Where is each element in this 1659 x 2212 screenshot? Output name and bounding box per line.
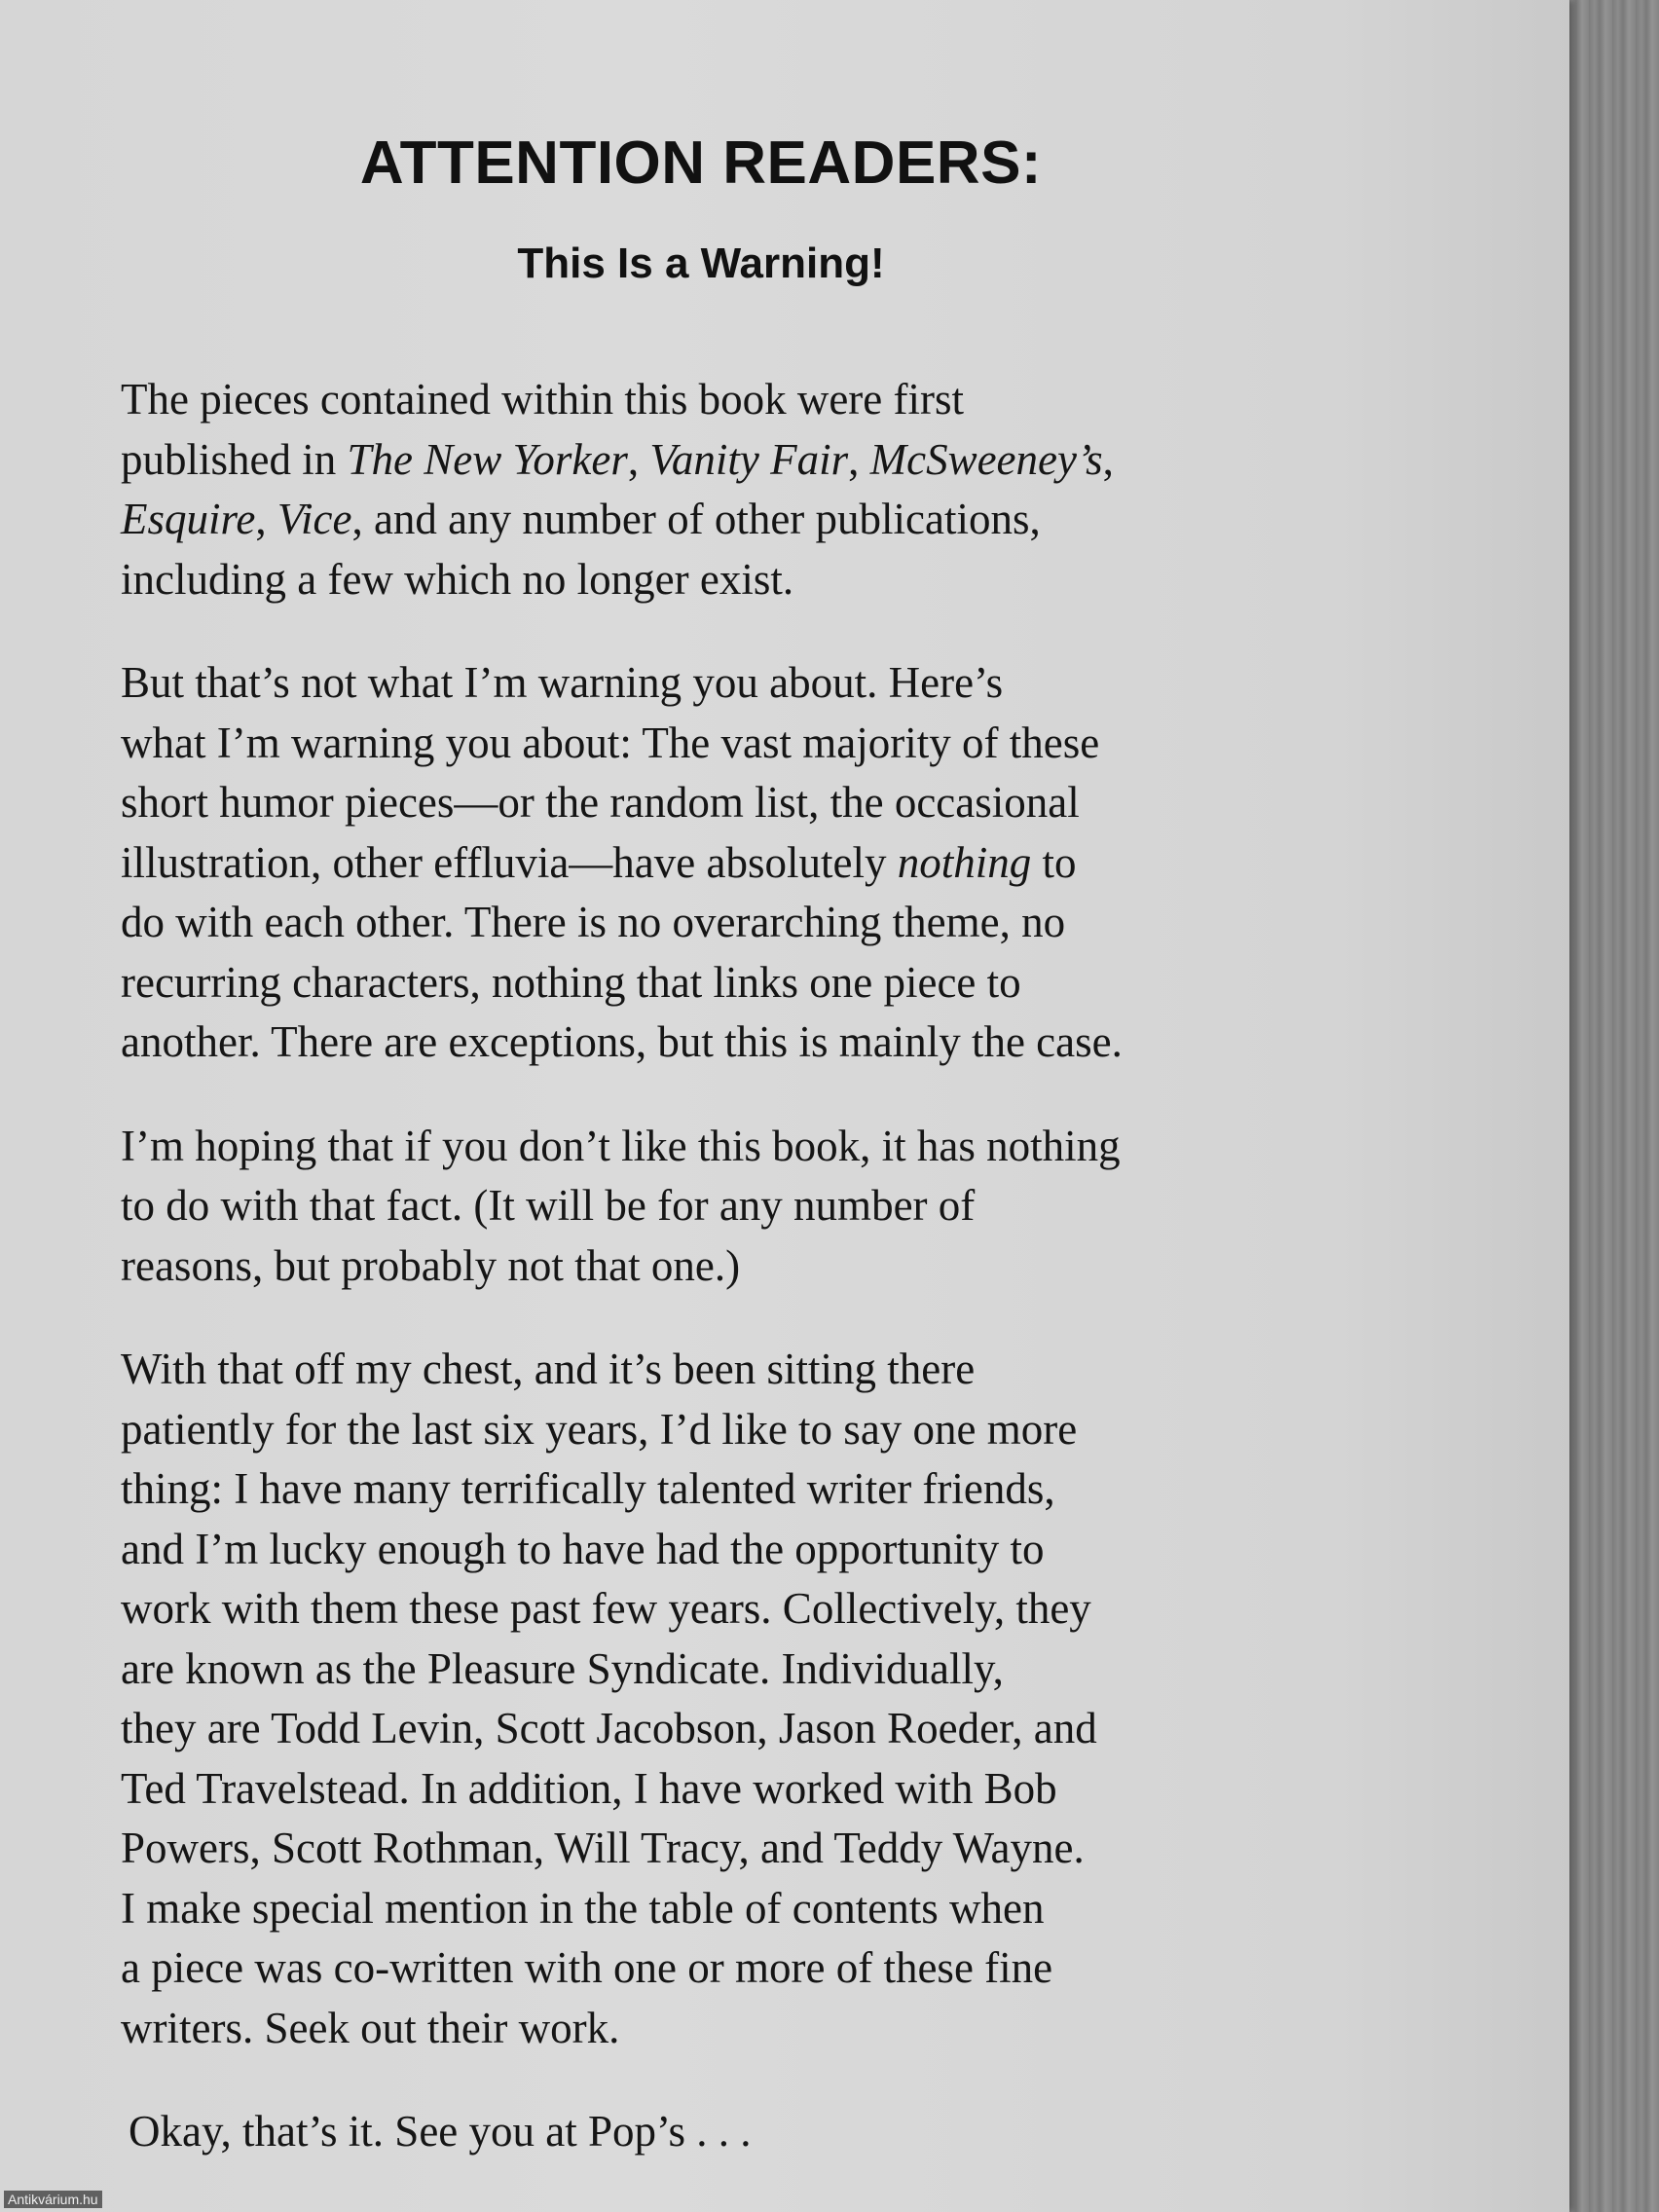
text-segment: Powers, Scott Rothman, Will Tracy, and Teddy Wayne. — [121, 1824, 1085, 1872]
text-segment: The pieces contained within this book were first — [121, 375, 965, 424]
italic-title: McSweeney’s — [869, 434, 1103, 484]
text-line — [121, 1400, 1328, 1460]
text-segment: I make special mention in the table of contents when — [121, 1883, 1045, 1933]
page-heading: ATTENTION READERS: — [359, 129, 1043, 197]
text-line — [121, 550, 1328, 610]
text-segment: thing: I have many terrifically talented writer friends, — [121, 1464, 1055, 1513]
text-line — [121, 653, 1328, 714]
text-line — [121, 370, 1328, 430]
page-subheading: This Is a Warning! — [517, 240, 885, 287]
text-line — [121, 1879, 1328, 1939]
text-segment: With that off my chest, and it’s been sitting there — [121, 1345, 976, 1393]
text-segment: including a few which no longer exist. — [121, 554, 794, 604]
text-segment: patiently for the last six years, I’d like to say one more — [121, 1404, 1078, 1454]
text-line — [121, 714, 1328, 774]
watermark: Antikvárium.hu — [4, 2191, 102, 2208]
text-segment: recurring characters, nothing that links one piece to — [121, 957, 1021, 1007]
text-segment: they are Todd Levin, Scott Jacobson, Jason Roeder, and — [121, 1704, 1097, 1752]
text-line — [121, 1938, 1328, 1999]
italic-title: Esquire — [121, 495, 256, 543]
text-line — [121, 430, 1328, 491]
text-segment: work with them these past few years. Collectively, they — [121, 1584, 1091, 1633]
text-segment: to — [1031, 837, 1077, 887]
text-line — [121, 1117, 1328, 1177]
paragraph — [121, 370, 1328, 609]
text-line — [121, 1236, 1328, 1297]
text-line — [121, 953, 1328, 1014]
italic-title: Vice — [276, 495, 352, 543]
closing-line: Okay, that’s it. See you at Pop’s . . . — [129, 2107, 752, 2156]
italic-title: Vanity Fair — [649, 434, 849, 484]
body-text — [121, 370, 1328, 2206]
text-line — [121, 1579, 1328, 1640]
italic-title: The New Yorker — [347, 434, 628, 484]
text-segment: published in — [121, 434, 348, 484]
text-line — [121, 773, 1328, 833]
text-segment: a piece was co-written with one or more of these fine — [121, 1943, 1053, 1992]
text-line — [121, 1759, 1328, 1820]
text-line — [121, 1699, 1328, 1759]
text-line — [121, 1640, 1328, 1700]
text-line — [121, 1459, 1328, 1520]
text-segment: to do with that fact. (It will be for any number of — [121, 1181, 976, 1230]
text-segment: illustration, other effluvia—have absolutely — [121, 837, 898, 887]
text-line — [121, 1520, 1328, 1580]
text-segment: another. There are exceptions, but this is mainly the case. — [121, 1017, 1123, 1066]
paragraph — [121, 1340, 1328, 2058]
text-line — [121, 893, 1328, 953]
text-segment: are known as the Pleasure Syndicate. Individually, — [121, 1643, 1004, 1693]
text-line — [121, 490, 1328, 550]
text-segment: , — [848, 434, 870, 484]
text-segment: do with each other. There is no overarching theme, no — [121, 898, 1066, 946]
text-line — [121, 1013, 1328, 1073]
text-segment: , and any number of other publications, — [351, 495, 1041, 543]
paragraph-container — [121, 370, 1328, 2058]
text-segment: , — [1102, 434, 1114, 484]
paragraph — [121, 653, 1328, 1073]
paragraph — [121, 1117, 1328, 1297]
text-segment: short humor pieces—or the random list, the occasional — [121, 778, 1080, 827]
italic-title: nothing — [897, 837, 1032, 887]
text-line — [121, 1176, 1328, 1236]
text-segment: I’m hoping that if you don’t like this book, it has nothing — [121, 1121, 1121, 1170]
text-segment: writers. Seek out their work. — [121, 2003, 620, 2052]
text-segment: reasons, but probably not that one.) — [121, 1240, 741, 1290]
text-line — [121, 1999, 1328, 2059]
text-line — [121, 1819, 1328, 1879]
text-segment: what I’m warning you about: The vast majority of these — [121, 718, 1100, 767]
text-segment: , — [255, 495, 277, 543]
text-segment: But that’s not what I’m warning you about. Here’s — [121, 658, 1004, 707]
text-segment: , — [627, 434, 650, 484]
text-line — [121, 1340, 1328, 1400]
text-segment: and I’m lucky enough to have had the opportunity to — [121, 1524, 1045, 1573]
text-line — [121, 833, 1328, 894]
text-segment: Ted Travelstead. In addition, I have worked with Bob — [121, 1763, 1057, 1813]
